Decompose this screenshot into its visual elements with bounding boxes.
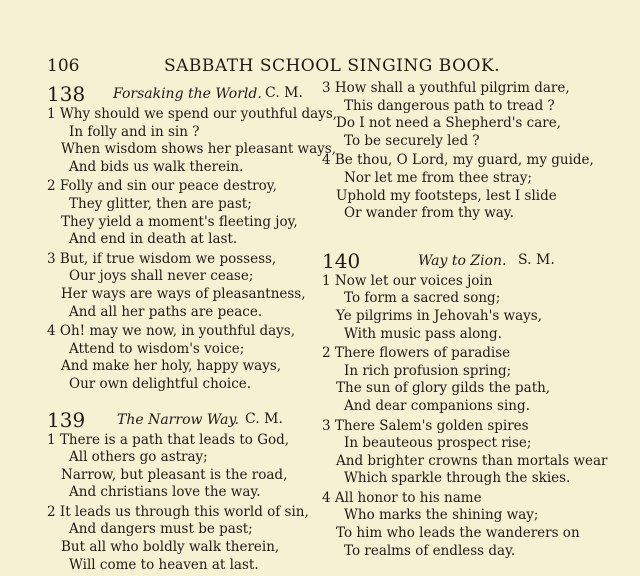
stanza [47,504,325,574]
stanza [47,106,338,176]
hymn-title: Way to Zion. [418,252,507,269]
hymn-139 [47,408,325,575]
verse-line: Attend to wisdom's voice; [69,340,245,357]
hymn-title: The Narrow Way. [117,411,239,428]
hymn-139-continued [322,80,592,223]
page-number: 106 [47,56,80,76]
stanza [47,251,325,321]
verse-line: Do I not need a Shepherd's care, [336,115,561,132]
verse-line: And make her holy, happy ways, [61,358,282,375]
verse-line: 1 Why should we spend our youthful days, [47,106,338,122]
verse-line: And brighter crowns than mortals wear [336,452,608,469]
hymn-title: Forsaking the World. [113,86,262,102]
verse-line: Nor let me from thee stray; [344,169,532,186]
hymn-number: 139 [47,407,86,432]
stanza [322,345,592,415]
verse-line: They yield a moment's fleeting joy, [61,213,298,230]
verse-line: 4 All honor to his name [322,489,482,506]
verse-line: Her ways are ways of pleasantness, [61,285,306,302]
verse-line: Or wander from thy way. [344,205,514,222]
verse-line: When wisdom shows her pleasant ways, [61,141,336,158]
verse-line: 3 But, if true wisdom we possess, [47,250,277,267]
verse-line: Narrow, but pleasant is the road, [61,466,288,483]
verse-line: Our own delightful choice. [69,375,252,392]
verse-line: 1 Now let our voices join [322,272,493,289]
verse-line: And dangers must be past; [69,521,253,538]
verse-line: To realms of endless day. [344,542,516,559]
verse-line: But all who boldly walk therein, [61,539,280,556]
verse-line: Which sparkle through the skies. [344,470,571,487]
verse-line: Uphold my footsteps, lest I slide [336,187,557,204]
verse-line: 3 How shall a youthful pilgrim dare, [322,80,570,96]
verse-line: To him who leads the wanderers on [336,525,580,542]
verse-line: Ye pilgrims in Jehovah's ways, [336,307,543,324]
verse-line: Our joys shall never cease; [69,268,254,285]
stanza [322,490,592,560]
hymn-meter: C. M. [245,410,283,427]
page-header [47,56,607,80]
hymn-heading [47,408,325,432]
stanza [322,152,592,222]
hymn-140 [322,248,608,561]
verse-line: And all her paths are peace. [69,303,263,320]
verse-line: In rich profusion spring; [344,362,512,379]
verse-line: To be securely led ? [344,132,480,149]
verse-line: Who marks the shining way; [344,507,539,524]
verse-line: 4 Be thou, O Lord, my guard, my guide, [322,152,594,169]
stanza [47,178,325,248]
hymn-meter: C. M. [265,85,303,101]
verse-line: 2 Folly and sin our peace destroy, [47,178,277,195]
verse-line: And end in death at last. [69,231,238,248]
stanza [322,80,592,150]
hymn-meter: S. M. [518,251,555,268]
verse-line: Will come to heaven at last. [69,556,259,573]
hymn-138 [47,82,338,394]
verse-line: This dangerous path to tread ? [344,97,555,114]
verse-line: And bids us walk therein. [69,158,244,175]
hymn-heading [47,82,325,106]
right-column [322,80,608,562]
verse-line: They glitter, then are past; [69,195,252,212]
stanza [47,323,325,393]
verse-line: In beauteous prospect rise; [344,435,532,452]
verse-line: And christians love the way. [69,484,261,501]
verse-line: The sun of glory gilds the path, [336,380,551,397]
verse-line: 2 There flowers of paradise [322,345,511,362]
hymn-number: 138 [47,82,86,106]
verse-line: 1 There is a path that leads to God, [47,431,290,448]
stanza [322,417,608,488]
hymn-number: 140 [322,248,361,273]
verse-line: 4 Oh! may we now, in youthful days, [47,323,296,340]
verse-line: With music pass along. [344,325,502,342]
stanza [47,432,325,502]
verse-line: 2 It leads us through this world of sin, [47,503,309,520]
verse-line: All others go astray; [69,449,208,466]
stanza [322,273,592,343]
left-column [47,82,338,576]
verse-line: In folly and in sin ? [69,123,200,140]
verse-line: 3 There Salem's golden spires [322,417,529,434]
running-title: SABBATH SCHOOL SINGING BOOK. [164,56,501,76]
hymn-heading [322,249,592,273]
verse-line: To form a sacred song; [344,290,501,307]
verse-line: And dear companions sing. [344,397,530,414]
